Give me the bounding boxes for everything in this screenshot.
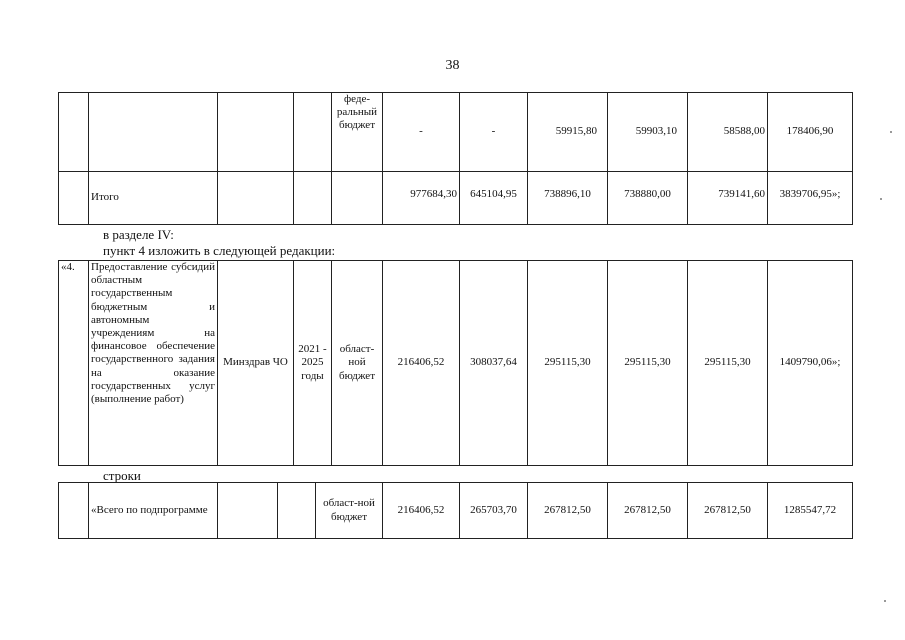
funding-source-cell <box>332 172 383 225</box>
row-number-cell <box>59 93 89 172</box>
value-cell: 267812,50 <box>528 483 608 539</box>
value-cell: 267812,50 <box>688 483 768 539</box>
value-cell: 738896,10 <box>528 172 608 225</box>
scan-speck <box>880 198 882 200</box>
budget-table-subprogram-total <box>58 482 853 539</box>
period-cell: 2021 - 2025 годы <box>294 261 332 466</box>
event-name-cell <box>89 93 218 172</box>
funding-source-cell: област-ной бюджет <box>332 261 383 466</box>
value-cell: 738880,00 <box>608 172 688 225</box>
value-cell: 645104,95 <box>460 172 528 225</box>
value-cell: 977684,30 <box>383 172 460 225</box>
event-name-cell: Предоставление субсидий областным государственным бюджетным и автономным учреждениям на финансовое обеспечение государственного задания на оказание государственных услуг (выполнение работ) <box>89 261 218 466</box>
instruction-text: пункт 4 изложить в следующей редакции: <box>103 243 336 258</box>
value-cell: 295115,30 <box>608 261 688 466</box>
value-cell: 265703,70 <box>460 483 528 539</box>
executor-cell <box>218 93 294 172</box>
executor-cell <box>218 483 278 539</box>
value-cell: 59903,10 <box>608 93 688 172</box>
total-value-cell: 178406,90 <box>768 93 853 172</box>
table-row <box>59 93 853 172</box>
value-cell: - <box>460 93 528 172</box>
event-name-cell: «Всего по подпрограмме <box>89 483 218 539</box>
page-number: 38 <box>445 58 460 73</box>
period-cell <box>278 483 316 539</box>
value-cell: 295115,30 <box>688 261 768 466</box>
period-cell <box>294 93 332 172</box>
value-cell: 59915,80 <box>528 93 608 172</box>
value-cell: 58588,00 <box>688 93 768 172</box>
total-value-cell: 1285547,72 <box>768 483 853 539</box>
table-row <box>59 172 853 225</box>
scan-speck <box>890 131 892 133</box>
scan-speck <box>884 600 886 602</box>
event-name-cell: Итого <box>89 172 218 225</box>
section-heading: в разделе IV: <box>103 227 174 242</box>
period-cell <box>294 172 332 225</box>
budget-table-subprogram <box>58 92 853 225</box>
table-row <box>59 261 853 466</box>
budget-table-item-4 <box>58 260 853 466</box>
funding-source-cell: област-ной бюджет <box>316 483 383 539</box>
value-cell: 216406,52 <box>383 261 460 466</box>
executor-cell: Минздрав ЧО <box>218 261 294 466</box>
value-cell: 739141,60 <box>688 172 768 225</box>
row-number-cell <box>59 172 89 225</box>
funding-source-cell: феде-ральный бюджет <box>332 93 383 172</box>
row-number-cell <box>59 483 89 539</box>
total-value-cell: 1409790,06»; <box>768 261 853 466</box>
value-cell: 308037,64 <box>460 261 528 466</box>
value-cell: 216406,52 <box>383 483 460 539</box>
row-number-cell: «4. <box>59 261 89 466</box>
total-value-cell: 3839706,95»; <box>768 172 853 225</box>
value-cell: 267812,50 <box>608 483 688 539</box>
value-cell: 295115,30 <box>528 261 608 466</box>
value-cell: - <box>383 93 460 172</box>
table-row <box>59 483 853 539</box>
executor-cell <box>218 172 294 225</box>
rows-label: строки <box>103 468 141 483</box>
